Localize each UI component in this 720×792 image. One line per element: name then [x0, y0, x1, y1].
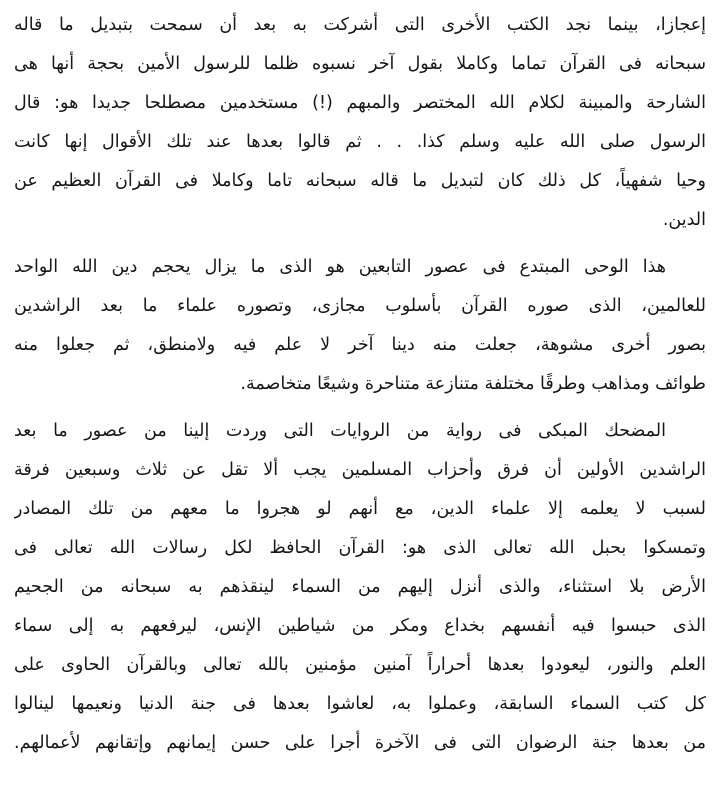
text-line: من بعدها جنة الرضوان التى فى الآخرة أجرا على حسن إيمانهم وإتقانهم لأعمالهم.	[14, 733, 706, 753]
text-line: الذى حبسوا فيه أنفسهم بخداع ومكر من شياطين الإنس، ليرفعهم به إلى سماء	[14, 616, 706, 636]
text-line: الرسول صلى الله عليه وسلم كذا. . . ثم قالوا بعدها عند تلك الأقوال إنها كانت	[14, 132, 706, 152]
text-line: كل كتب السماء السابقة، وعملوا به، لعاشوا بعدها فى جنة الدنيا ونعيمها لينالوا	[14, 694, 706, 714]
text-line: بصور أخرى مشوهة، جعلت منه دينا آخر لا علم فيه ولامنطق، ثم جعلوا منه	[14, 335, 706, 355]
paragraph-3	[14, 412, 706, 763]
text-line: الراشدين الأولين أن فرق وأحزاب المسلمين يجب ألا تقل عن ثلاث وسبعين فرقة	[14, 460, 706, 480]
text-line: طوائف ومذاهب وطرقًا مختلفة متنازعة متناحرة وشيعًا متخاصمة.	[240, 374, 706, 394]
text-line: للعالمين، الذى صوره القرآن بأسلوب مجازى، وتصوره علماء ما بعد الراشدين	[14, 296, 706, 316]
text-line: وتمسكوا بحبل الله تعالى الذى هو: القرآن الحافظ لكل رسالات الله تعالى فى	[14, 538, 706, 558]
text-line: إعجازا، بينما نجد الكتب الأخرى التى أشركت به بعد أن سمحت بتبديل ما قاله	[14, 15, 706, 35]
text-line: الشارحة والمبينة لكلام الله المختصر والمبهم (!) مستخدمين مصطلحا جديدا هو: قال	[14, 93, 706, 113]
paragraph-2	[14, 248, 706, 404]
text-line: الدين.	[662, 210, 706, 230]
text-line: لسبب لا يعلمه إلا علماء الدين، مع أنهم لو هجروا ما معهم من تلك المصادر	[14, 499, 706, 519]
paragraph-gap	[14, 240, 706, 248]
text-line: العلم والنور، ليعودوا بعدها أحراراً آمنين مؤمنين بالله تعالى وبالقرآن الحاوى على	[14, 655, 706, 675]
text-line: الأرض بلا استثناء، والذى أنزل إليهم من السماء لينقذهم به سبحانه من الجحيم	[14, 577, 706, 597]
text-line: هذا الوحى المبتدع فى عصور التابعين هو الذى ما يزال يحجم دين الله الواحد	[14, 257, 666, 277]
paragraph-1	[14, 6, 706, 240]
text-line: المضحك المبكى فى رواية من الروايات التى وردت إلينا من عصور ما بعد	[14, 421, 666, 441]
text-line: وحيا شفهياً، كل ذلك كان لتبديل ما قاله سبحانه تاما وكاملا فى القرآن العظيم عن	[14, 171, 706, 191]
text-line: سبحانه فى القرآن تماما وكاملا بقول آخر نسبوه ظلما للرسول الأمين بحجة أنها هى	[14, 54, 706, 74]
paragraph-gap	[14, 404, 706, 412]
